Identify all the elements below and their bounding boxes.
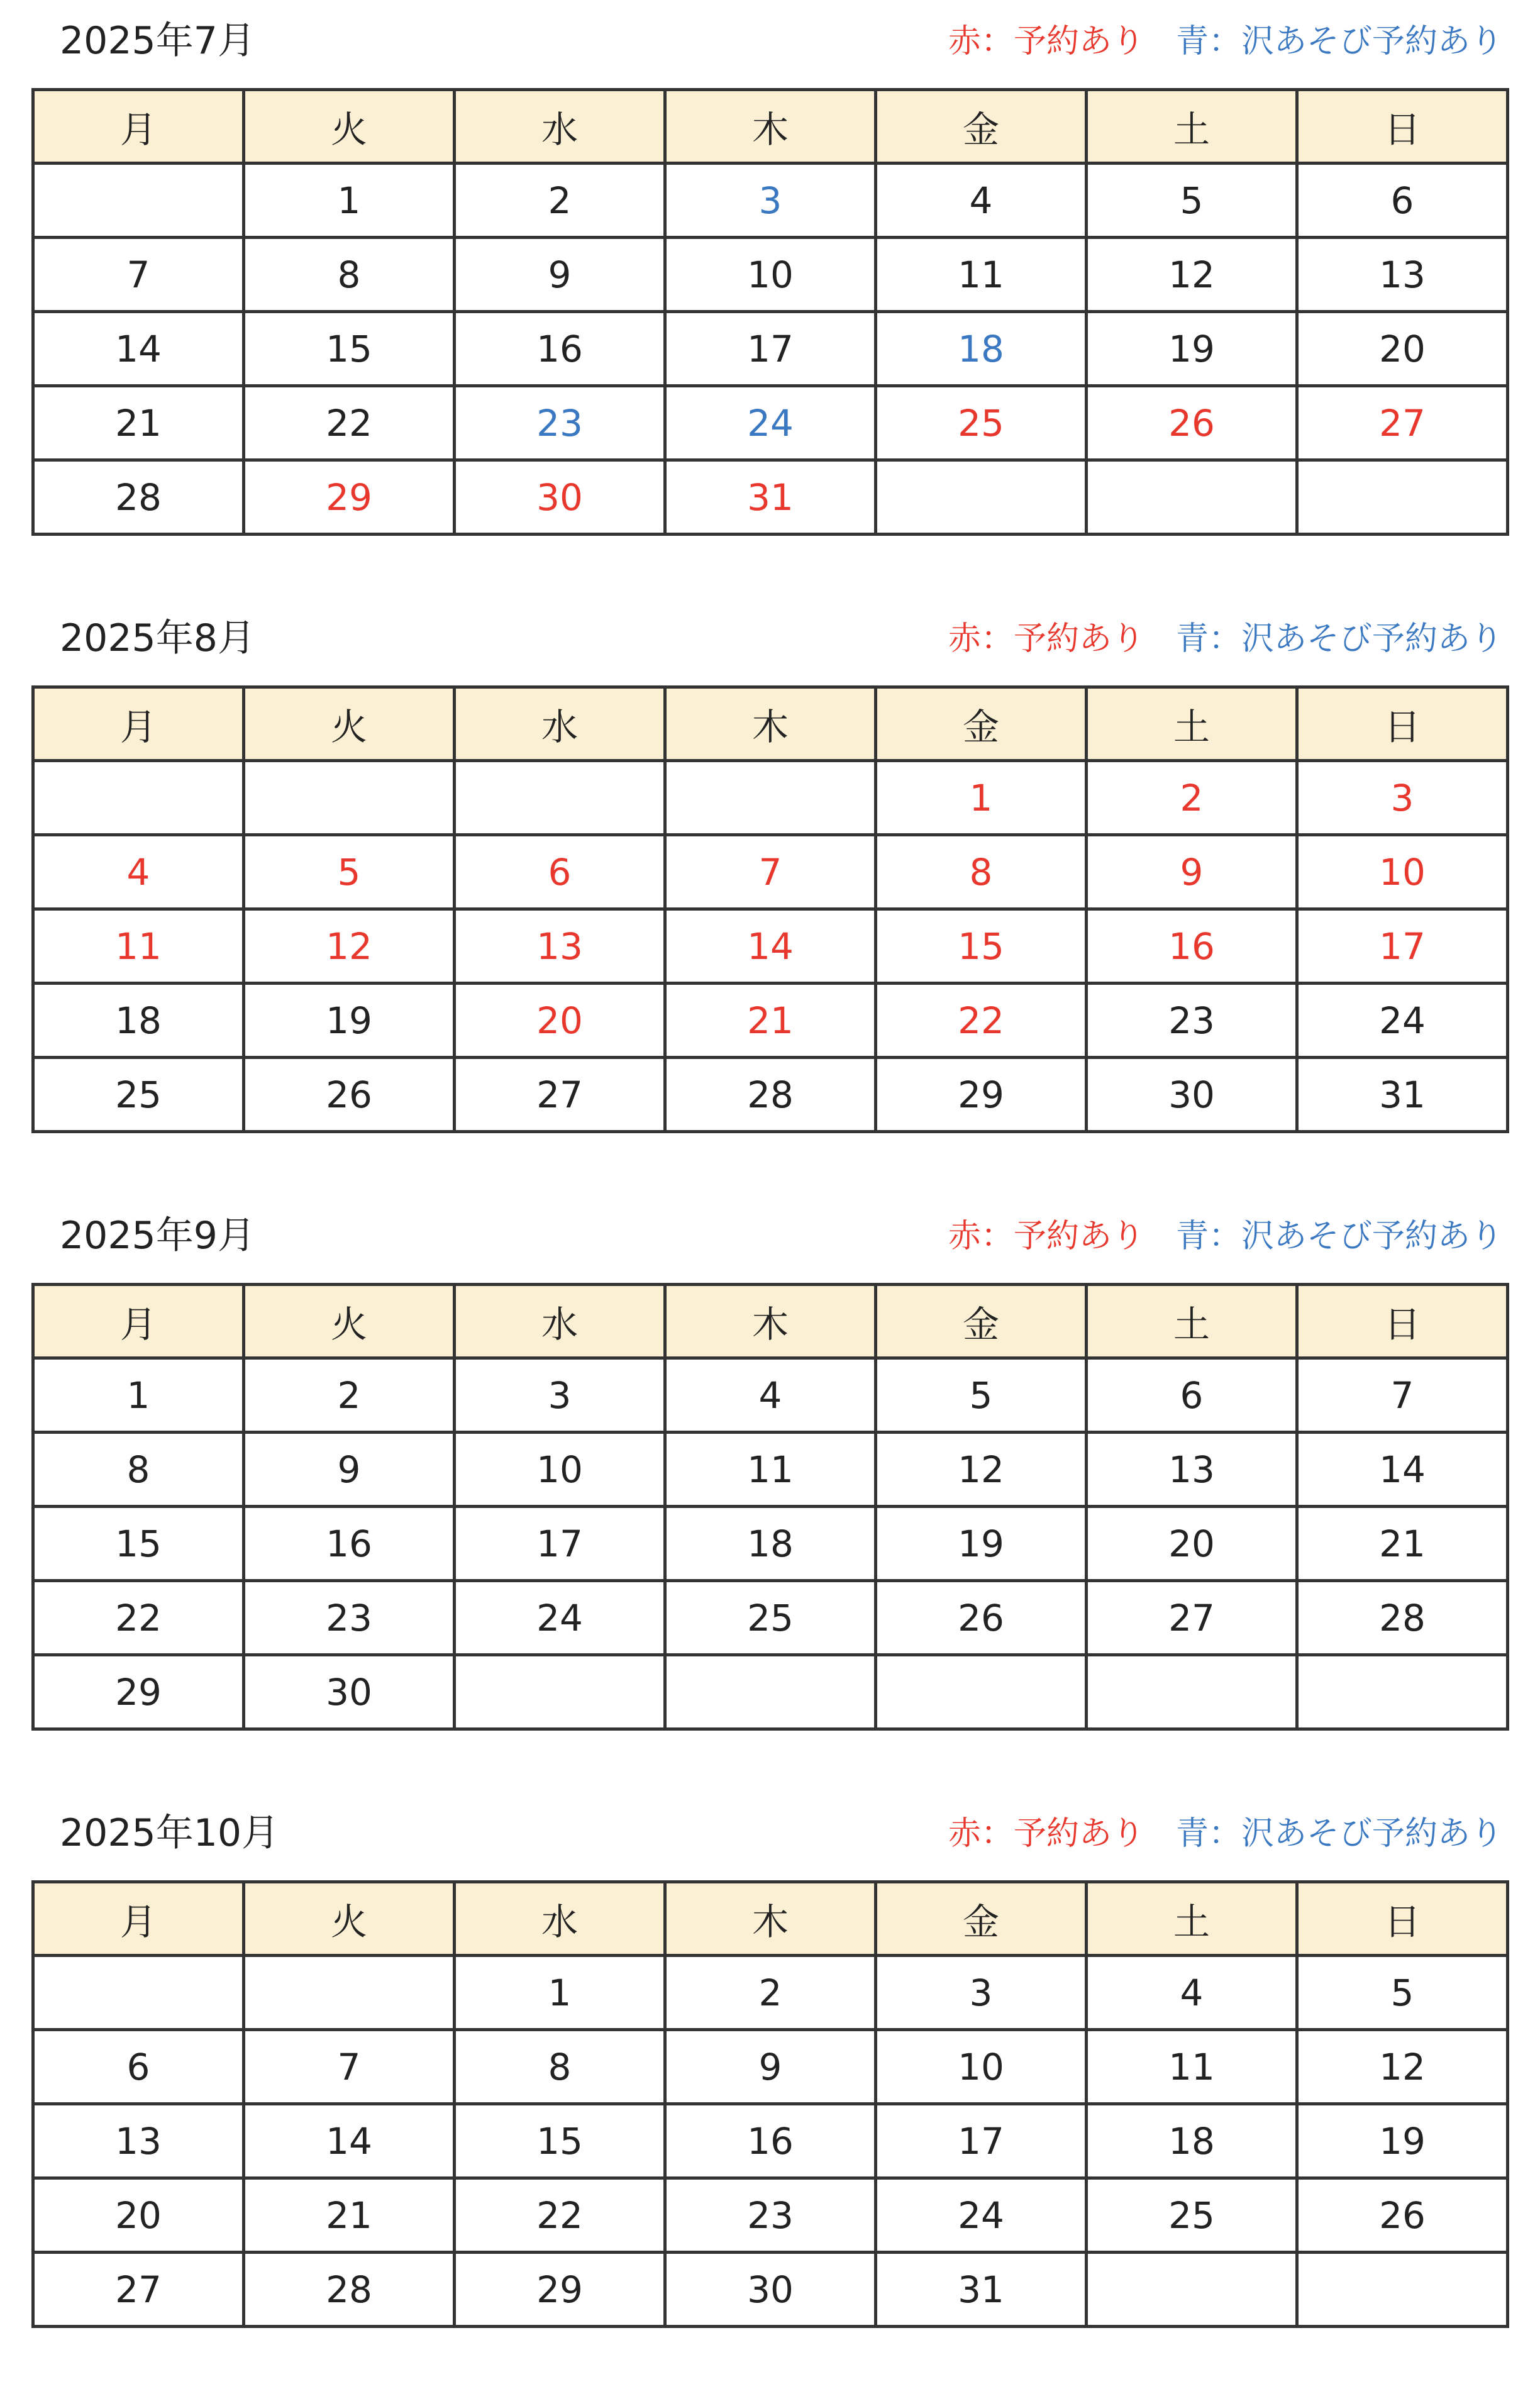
day-cell: 29 bbox=[33, 1655, 244, 1729]
day-cell: 20 bbox=[33, 2178, 244, 2253]
week-row bbox=[33, 1956, 1508, 2030]
day-cell: 4 bbox=[1087, 1956, 1297, 2030]
day-cell: 30 bbox=[455, 460, 665, 535]
legend bbox=[948, 619, 1503, 659]
day-cell: 2 bbox=[665, 1956, 876, 2030]
day-cell: 2 bbox=[455, 164, 665, 238]
legend bbox=[948, 21, 1503, 62]
week-row bbox=[33, 984, 1508, 1058]
day-cell: 15 bbox=[876, 909, 1087, 984]
day-cell: 23 bbox=[455, 386, 665, 460]
day-cell: 27 bbox=[455, 1058, 665, 1132]
week-row bbox=[33, 2104, 1508, 2178]
calendar-grid bbox=[31, 1283, 1509, 1731]
month-header bbox=[31, 1207, 1509, 1283]
day-cell: 31 bbox=[876, 2253, 1087, 2327]
day-cell: 30 bbox=[665, 2253, 876, 2327]
day-cell: 7 bbox=[33, 238, 244, 312]
day-cell: 3 bbox=[455, 1358, 665, 1433]
day-cell: 28 bbox=[665, 1058, 876, 1132]
day-cell: 7 bbox=[1297, 1358, 1508, 1433]
day-cell: 18 bbox=[1087, 2104, 1297, 2178]
week-row bbox=[33, 164, 1508, 238]
weekday-header-row bbox=[33, 1285, 1508, 1358]
day-cell: 19 bbox=[244, 984, 455, 1058]
week-row bbox=[33, 2030, 1508, 2104]
day-cell: 27 bbox=[33, 2253, 244, 2327]
weekday-header: 金 bbox=[876, 1882, 1087, 1956]
day-cell: 9 bbox=[455, 238, 665, 312]
weekday-header: 水 bbox=[455, 90, 665, 164]
day-cell: 26 bbox=[1087, 386, 1297, 460]
day-cell: 5 bbox=[876, 1358, 1087, 1433]
week-row bbox=[33, 2253, 1508, 2327]
day-cell: 13 bbox=[1297, 238, 1508, 312]
week-row bbox=[33, 1655, 1508, 1729]
day-cell: 20 bbox=[455, 984, 665, 1058]
weekday-header-row bbox=[33, 687, 1508, 761]
day-cell: 25 bbox=[665, 1581, 876, 1655]
legend-stream-play-blue: 青：沢あそび予約あり bbox=[1175, 620, 1503, 658]
day-cell: 16 bbox=[455, 312, 665, 386]
day-cell: 22 bbox=[244, 386, 455, 460]
day-cell: 11 bbox=[876, 238, 1087, 312]
legend-reserved-red: 赤：予約あり bbox=[948, 1815, 1144, 1853]
weekday-header: 水 bbox=[455, 1882, 665, 1956]
weekday-header: 金 bbox=[876, 90, 1087, 164]
day-cell: 24 bbox=[876, 2178, 1087, 2253]
week-row bbox=[33, 909, 1508, 984]
weekday-header: 月 bbox=[33, 90, 244, 164]
day-cell: 24 bbox=[665, 386, 876, 460]
day-cell: 13 bbox=[33, 2104, 244, 2178]
day-cell: 1 bbox=[33, 1358, 244, 1433]
weekday-header: 水 bbox=[455, 687, 665, 761]
day-cell: 10 bbox=[876, 2030, 1087, 2104]
day-cell: 7 bbox=[244, 2030, 455, 2104]
week-row bbox=[33, 835, 1508, 909]
weekday-header: 土 bbox=[1087, 1285, 1297, 1358]
empty-day-cell bbox=[876, 460, 1087, 535]
month-calendar bbox=[31, 13, 1509, 536]
day-cell: 14 bbox=[1297, 1433, 1508, 1507]
day-cell: 18 bbox=[876, 312, 1087, 386]
month-header bbox=[31, 13, 1509, 88]
day-cell: 8 bbox=[33, 1433, 244, 1507]
day-cell: 1 bbox=[876, 761, 1087, 835]
day-cell: 17 bbox=[455, 1507, 665, 1581]
day-cell: 16 bbox=[1087, 909, 1297, 984]
day-cell: 17 bbox=[665, 312, 876, 386]
month-calendar bbox=[31, 610, 1509, 1133]
weekday-header: 土 bbox=[1087, 1882, 1297, 1956]
empty-day-cell bbox=[1087, 1655, 1297, 1729]
week-row bbox=[33, 386, 1508, 460]
day-cell: 20 bbox=[1297, 312, 1508, 386]
day-cell: 13 bbox=[455, 909, 665, 984]
day-cell: 26 bbox=[1297, 2178, 1508, 2253]
empty-day-cell bbox=[1087, 460, 1297, 535]
day-cell: 24 bbox=[1297, 984, 1508, 1058]
empty-day-cell bbox=[1297, 460, 1508, 535]
day-cell: 3 bbox=[665, 164, 876, 238]
day-cell: 11 bbox=[33, 909, 244, 984]
day-cell: 6 bbox=[455, 835, 665, 909]
month-title: 2025年9月 bbox=[60, 1214, 255, 1258]
day-cell: 22 bbox=[455, 2178, 665, 2253]
legend-stream-play-blue: 青：沢あそび予約あり bbox=[1175, 1217, 1503, 1255]
empty-day-cell bbox=[33, 164, 244, 238]
day-cell: 14 bbox=[244, 2104, 455, 2178]
day-cell: 17 bbox=[876, 2104, 1087, 2178]
empty-day-cell bbox=[244, 1956, 455, 2030]
day-cell: 17 bbox=[1297, 909, 1508, 984]
day-cell: 31 bbox=[1297, 1058, 1508, 1132]
month-header bbox=[31, 610, 1509, 685]
empty-day-cell bbox=[665, 1655, 876, 1729]
day-cell: 9 bbox=[1087, 835, 1297, 909]
day-cell: 4 bbox=[665, 1358, 876, 1433]
day-cell: 25 bbox=[1087, 2178, 1297, 2253]
day-cell: 28 bbox=[1297, 1581, 1508, 1655]
day-cell: 19 bbox=[1087, 312, 1297, 386]
month-title: 2025年10月 bbox=[60, 1811, 280, 1855]
weekday-header: 日 bbox=[1297, 90, 1508, 164]
day-cell: 14 bbox=[33, 312, 244, 386]
month-title: 2025年8月 bbox=[60, 616, 255, 660]
day-cell: 21 bbox=[665, 984, 876, 1058]
legend-reserved-red: 赤：予約あり bbox=[948, 23, 1144, 60]
day-cell: 18 bbox=[665, 1507, 876, 1581]
day-cell: 5 bbox=[1087, 164, 1297, 238]
day-cell: 23 bbox=[665, 2178, 876, 2253]
weekday-header: 月 bbox=[33, 1882, 244, 1956]
week-row bbox=[33, 312, 1508, 386]
weekday-header: 土 bbox=[1087, 90, 1297, 164]
day-cell: 6 bbox=[1087, 1358, 1297, 1433]
weekday-header: 水 bbox=[455, 1285, 665, 1358]
weekday-header: 月 bbox=[33, 1285, 244, 1358]
weekday-header: 日 bbox=[1297, 687, 1508, 761]
weekday-header: 金 bbox=[876, 1285, 1087, 1358]
day-cell: 29 bbox=[876, 1058, 1087, 1132]
day-cell: 5 bbox=[1297, 1956, 1508, 2030]
empty-day-cell bbox=[244, 761, 455, 835]
day-cell: 19 bbox=[1297, 2104, 1508, 2178]
weekday-header: 日 bbox=[1297, 1882, 1508, 1956]
day-cell: 10 bbox=[665, 238, 876, 312]
day-cell: 21 bbox=[33, 386, 244, 460]
calendar-grid bbox=[31, 88, 1509, 536]
empty-day-cell bbox=[455, 761, 665, 835]
day-cell: 26 bbox=[876, 1581, 1087, 1655]
day-cell: 3 bbox=[876, 1956, 1087, 2030]
weekday-header: 木 bbox=[665, 687, 876, 761]
day-cell: 31 bbox=[665, 460, 876, 535]
day-cell: 8 bbox=[455, 2030, 665, 2104]
weekday-header: 火 bbox=[244, 90, 455, 164]
weekday-header: 月 bbox=[33, 687, 244, 761]
month-calendar bbox=[31, 1805, 1509, 2328]
day-cell: 12 bbox=[1087, 238, 1297, 312]
empty-day-cell bbox=[33, 761, 244, 835]
week-row bbox=[33, 1058, 1508, 1132]
weekday-header: 火 bbox=[244, 1882, 455, 1956]
day-cell: 24 bbox=[455, 1581, 665, 1655]
weekday-header: 土 bbox=[1087, 687, 1297, 761]
week-row bbox=[33, 238, 1508, 312]
week-row bbox=[33, 1358, 1508, 1433]
day-cell: 11 bbox=[1087, 2030, 1297, 2104]
weekday-header: 木 bbox=[665, 1882, 876, 1956]
empty-day-cell bbox=[1297, 2253, 1508, 2327]
weekday-header: 火 bbox=[244, 1285, 455, 1358]
day-cell: 2 bbox=[1087, 761, 1297, 835]
day-cell: 25 bbox=[33, 1058, 244, 1132]
day-cell: 15 bbox=[244, 312, 455, 386]
weekday-header: 木 bbox=[665, 90, 876, 164]
weekday-header: 金 bbox=[876, 687, 1087, 761]
day-cell: 27 bbox=[1297, 386, 1508, 460]
day-cell: 8 bbox=[244, 238, 455, 312]
weekday-header-row bbox=[33, 90, 1508, 164]
day-cell: 16 bbox=[665, 2104, 876, 2178]
day-cell: 4 bbox=[33, 835, 244, 909]
empty-day-cell bbox=[455, 1655, 665, 1729]
day-cell: 25 bbox=[876, 386, 1087, 460]
day-cell: 23 bbox=[244, 1581, 455, 1655]
day-cell: 5 bbox=[244, 835, 455, 909]
calendar-grid bbox=[31, 685, 1509, 1133]
day-cell: 27 bbox=[1087, 1581, 1297, 1655]
legend bbox=[948, 1216, 1503, 1256]
day-cell: 22 bbox=[876, 984, 1087, 1058]
day-cell: 9 bbox=[665, 2030, 876, 2104]
day-cell: 29 bbox=[455, 2253, 665, 2327]
day-cell: 12 bbox=[1297, 2030, 1508, 2104]
day-cell: 21 bbox=[244, 2178, 455, 2253]
week-row bbox=[33, 761, 1508, 835]
day-cell: 9 bbox=[244, 1433, 455, 1507]
weekday-header: 日 bbox=[1297, 1285, 1508, 1358]
day-cell: 20 bbox=[1087, 1507, 1297, 1581]
week-row bbox=[33, 1507, 1508, 1581]
legend-reserved-red: 赤：予約あり bbox=[948, 620, 1144, 658]
day-cell: 10 bbox=[1297, 835, 1508, 909]
day-cell: 15 bbox=[33, 1507, 244, 1581]
month-header bbox=[31, 1805, 1509, 1880]
day-cell: 18 bbox=[33, 984, 244, 1058]
day-cell: 4 bbox=[876, 164, 1087, 238]
day-cell: 30 bbox=[1087, 1058, 1297, 1132]
day-cell: 16 bbox=[244, 1507, 455, 1581]
empty-day-cell bbox=[665, 761, 876, 835]
legend-stream-play-blue: 青：沢あそび予約あり bbox=[1175, 23, 1503, 60]
day-cell: 10 bbox=[455, 1433, 665, 1507]
day-cell: 11 bbox=[665, 1433, 876, 1507]
day-cell: 3 bbox=[1297, 761, 1508, 835]
weekday-header: 木 bbox=[665, 1285, 876, 1358]
day-cell: 26 bbox=[244, 1058, 455, 1132]
week-row bbox=[33, 1581, 1508, 1655]
weekday-header-row bbox=[33, 1882, 1508, 1956]
day-cell: 1 bbox=[244, 164, 455, 238]
calendar-grid bbox=[31, 1880, 1509, 2328]
empty-day-cell bbox=[1297, 1655, 1508, 1729]
legend-reserved-red: 赤：予約あり bbox=[948, 1217, 1144, 1255]
day-cell: 30 bbox=[244, 1655, 455, 1729]
day-cell: 28 bbox=[244, 2253, 455, 2327]
day-cell: 28 bbox=[33, 460, 244, 535]
day-cell: 8 bbox=[876, 835, 1087, 909]
day-cell: 29 bbox=[244, 460, 455, 535]
day-cell: 1 bbox=[455, 1956, 665, 2030]
day-cell: 15 bbox=[455, 2104, 665, 2178]
empty-day-cell bbox=[33, 1956, 244, 2030]
day-cell: 14 bbox=[665, 909, 876, 984]
legend-stream-play-blue: 青：沢あそび予約あり bbox=[1175, 1815, 1503, 1853]
day-cell: 23 bbox=[1087, 984, 1297, 1058]
day-cell: 22 bbox=[33, 1581, 244, 1655]
day-cell: 12 bbox=[876, 1433, 1087, 1507]
week-row bbox=[33, 2178, 1508, 2253]
empty-day-cell bbox=[1087, 2253, 1297, 2327]
empty-day-cell bbox=[876, 1655, 1087, 1729]
day-cell: 12 bbox=[244, 909, 455, 984]
day-cell: 13 bbox=[1087, 1433, 1297, 1507]
month-title: 2025年7月 bbox=[60, 19, 255, 63]
month-calendar bbox=[31, 1207, 1509, 1731]
day-cell: 19 bbox=[876, 1507, 1087, 1581]
week-row bbox=[33, 1433, 1508, 1507]
day-cell: 6 bbox=[1297, 164, 1508, 238]
legend bbox=[948, 1814, 1503, 1854]
week-row bbox=[33, 460, 1508, 535]
day-cell: 6 bbox=[33, 2030, 244, 2104]
day-cell: 7 bbox=[665, 835, 876, 909]
day-cell: 2 bbox=[244, 1358, 455, 1433]
weekday-header: 火 bbox=[244, 687, 455, 761]
day-cell: 21 bbox=[1297, 1507, 1508, 1581]
